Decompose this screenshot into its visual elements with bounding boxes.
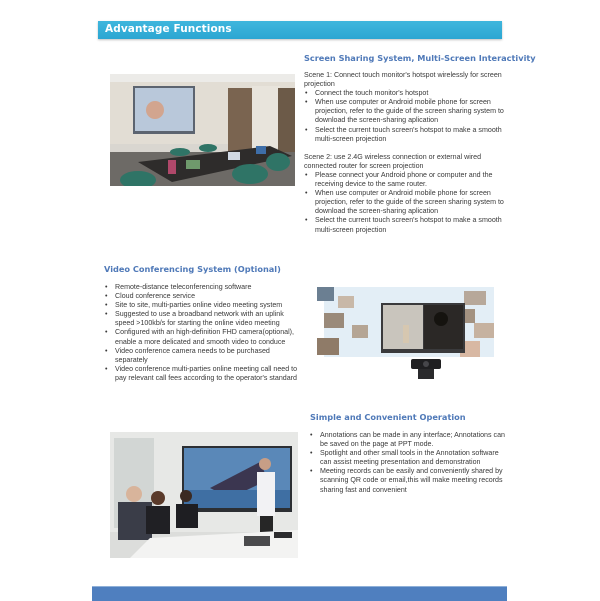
video-conferencing-list [104,283,304,383]
scene2-list [304,171,504,235]
list-item: • Select the current touch screen's hotspot to make a smooth multi-screen projection [304,126,504,144]
scene1-list [304,89,504,144]
simple-operation-text [309,431,507,495]
list-item: • Remote-distance teleconferencing software [104,283,304,292]
screen-sharing-text [304,71,504,235]
scene1-intro: Scene 1: Connect touch monitor's hotspot wirelessly for screen projection [304,71,502,89]
screen-sharing-title: Screen Sharing System, Multi-Screen Interactivity [304,53,536,63]
simple-operation-title: Simple and Convenient Operation [310,412,466,422]
scene2-intro: Scene 2: use 2.4G wireless connection or external wired connected router for screen projection [304,152,482,170]
conference-room-illustration [110,74,295,186]
video-conferencing-title: Video Conferencing System (Optional) [104,264,281,274]
list-item: • Connect the touch monitor's hotspot [304,89,504,98]
section-header-title: Advantage Functions [105,23,232,35]
video-conferencing-text [104,283,304,383]
list-item: • When use computer or Android mobile phone for screen projection, refer to the guide of the screen sharing system to download the screen-sharing aplication [304,98,504,125]
list-item: • Please connect your Android phone or computer and the receiving device to the same router. [304,171,504,189]
presentation-meeting-photo [110,432,298,558]
video-conference-photo [314,283,499,383]
list-item: • Select the current touch screen's hotspot to make a smooth multi-screen projection [304,216,504,234]
conference-room-photo [110,74,295,186]
list-item: • Annotations can be made in any interface; Annotations can be saved on the page at PPT mode. [309,431,507,449]
list-item: • Meeting records can be easily and conveniently shared by scanning QR code or email,this will make meeting records sharing fast and convenient [309,467,507,494]
list-item: • Site to site, multi-parties online video meeting system [104,301,304,310]
list-item: • Video conference multi-parties online meeting call need to pay relevant call fees according to the operator's standard [104,365,304,383]
simple-operation-list [309,431,507,495]
list-item: • Configured with an high-definition FHD camera(optional), enable a more delicated and smooth video to conduce [104,328,304,346]
section-header-bar [98,21,502,39]
list-item: • Cloud conference service [104,292,304,301]
presentation-meeting-illustration [110,432,298,558]
list-item: • Video conference camera needs to be purchased separately [104,347,304,365]
footer-bar [92,586,507,601]
list-item: • When use computer or Android mobile phone for screen projection, refer to the guide of the screen sharing system to download the screen-sharing aplication [304,189,504,216]
list-item: • Spotlight and other small tools in the Annotation software can assist meeting presentation and demonstration [309,449,507,467]
video-conference-illustration [314,283,499,383]
list-item: • Suggested to use a broadband network with an uplink speed >100kb/s for starting the online video meeting [104,310,304,328]
